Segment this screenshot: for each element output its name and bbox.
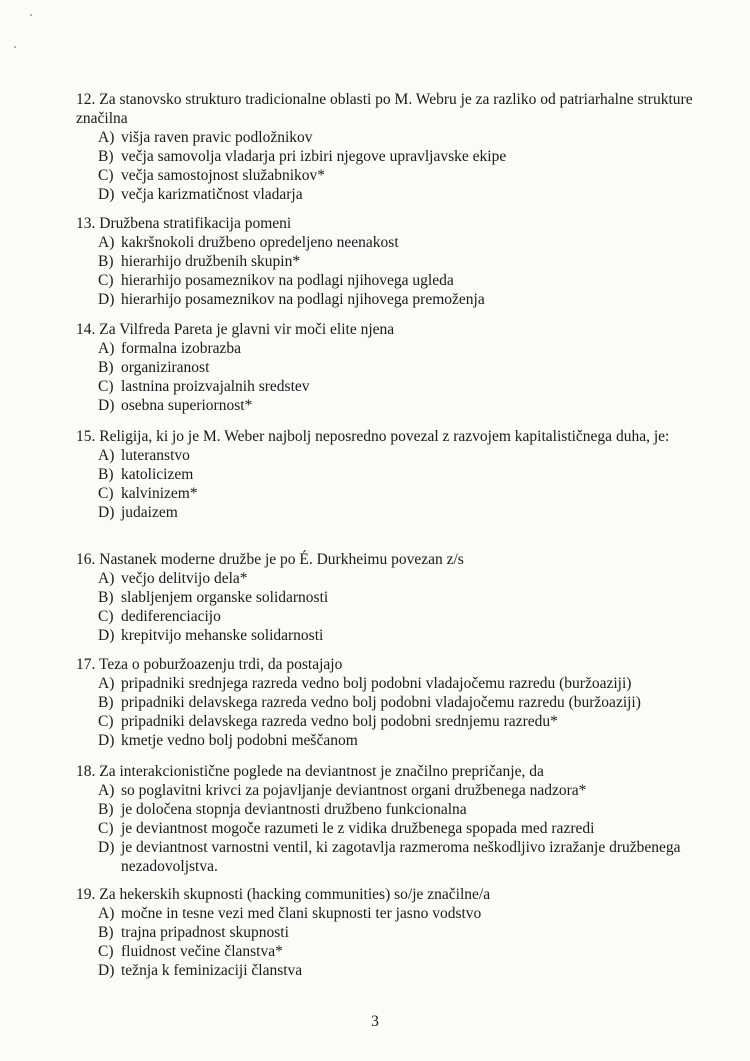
option-a (76, 339, 716, 358)
option-b (76, 252, 716, 271)
option-a (76, 674, 716, 693)
option-letter: A) (98, 905, 115, 922)
option-b (76, 800, 716, 819)
option-letter: A) (98, 570, 115, 587)
option-d (76, 838, 716, 876)
question-19 (76, 885, 716, 980)
question-17 (76, 655, 716, 750)
question-16 (76, 550, 716, 645)
option-c (76, 607, 716, 626)
option-letter: B) (98, 694, 114, 711)
option-text: slabljenjem organske solidarnosti (121, 589, 329, 606)
option-text: so poglavitni krivci za pojavljanje deviantnost organi družbenega nadzora* (121, 782, 587, 799)
option-letter: D) (98, 732, 115, 749)
option-b (76, 358, 716, 377)
answer-options (76, 233, 716, 309)
option-c (76, 377, 716, 396)
answer-options (76, 674, 716, 750)
option-text: judaizem (121, 504, 178, 521)
question-stem: 13. Družbena stratifikacija pomeni (76, 215, 292, 232)
page-number: 3 (371, 1013, 379, 1030)
question-stem: 17. Teza o poburžoazenju trdi, da postajajo (76, 656, 343, 673)
option-text: lastnina proizvajalnih sredstev (121, 378, 310, 395)
option-letter: D) (98, 397, 115, 414)
option-letter: B) (98, 924, 114, 941)
option-letter: A) (98, 675, 115, 692)
option-letter: A) (98, 129, 115, 146)
answer-options (76, 128, 716, 204)
option-text: trajna pripadnost skupnosti (121, 924, 289, 941)
option-c (76, 712, 716, 731)
option-text: močne in tesne vezi med člani skupnosti ter jasno vodstvo (121, 905, 482, 922)
option-letter: C) (98, 485, 114, 502)
option-letter: A) (98, 782, 115, 799)
question-stem: 12. Za stanovsko strukturo tradicionalne oblasti po M. Webru je za razliko od patriarhalne strukture značilna (76, 91, 693, 127)
option-text: organiziranost (121, 359, 210, 376)
answer-options (76, 781, 716, 876)
option-a (76, 446, 716, 465)
question-13 (76, 214, 716, 309)
option-letter: D) (98, 291, 115, 308)
option-letter: C) (98, 378, 114, 395)
option-text: luteranstvo (121, 447, 190, 464)
option-letter: B) (98, 466, 114, 483)
option-letter: D) (98, 186, 115, 203)
option-b (76, 923, 716, 942)
option-letter: C) (98, 608, 114, 625)
option-text: težnja k feminizaciji članstva (121, 962, 303, 979)
answer-options (76, 904, 716, 980)
option-b (76, 147, 716, 166)
option-letter: C) (98, 272, 114, 289)
question-stem: 19. Za hekerskih skupnosti (hacking communities) so/je značilne/a (76, 886, 491, 903)
option-text: je določena stopnja deviantnosti družbeno funkcionalna (121, 801, 467, 818)
option-letter: C) (98, 167, 114, 184)
option-d (76, 185, 716, 204)
option-text: večja samostojnost služabnikov* (121, 167, 326, 184)
option-letter: C) (98, 820, 114, 837)
option-letter: A) (98, 340, 115, 357)
option-text: kalvinizem* (121, 485, 198, 502)
option-d (76, 290, 716, 309)
option-text: krepitvijo mehanske solidarnosti (121, 627, 324, 644)
option-letter: C) (98, 943, 114, 960)
option-letter: B) (98, 801, 114, 818)
option-text: dediferenciacijo (121, 608, 221, 625)
option-letter: D) (98, 627, 115, 644)
option-text: pripadniki delavskega razreda vedno bolj podobni srednjemu razredu* (121, 713, 558, 730)
option-text: formalna izobrazba (121, 340, 242, 357)
option-letter: C) (98, 713, 114, 730)
option-a (76, 128, 716, 147)
option-text: večja samovolja vladarja pri izbiri njegove upravljavske ekipe (121, 148, 507, 165)
option-text: hierarhijo družbenih skupin* (121, 253, 301, 270)
option-d (76, 961, 716, 980)
option-letter: D) (98, 962, 115, 979)
option-d (76, 503, 716, 522)
answer-options (76, 446, 716, 522)
option-text: večjo delitvijo dela* (121, 570, 248, 587)
option-b (76, 588, 716, 607)
option-d (76, 626, 716, 645)
option-c (76, 819, 716, 838)
scan-speck (30, 14, 32, 16)
option-letter: B) (98, 359, 114, 376)
option-text: pripadniki delavskega razreda vedno bolj podobni vladajočemu razredu (buržoaziji) (121, 694, 641, 711)
option-text: katolicizem (121, 466, 194, 483)
question-12 (76, 90, 716, 204)
option-text: kakršnokoli družbeno opredeljeno neenakost (121, 234, 399, 251)
option-d (76, 396, 716, 415)
question-stem: 14. Za Vilfreda Pareta je glavni vir moči elite njena (76, 321, 395, 338)
option-letter: D) (98, 504, 115, 521)
option-b (76, 693, 716, 712)
option-c (76, 166, 716, 185)
option-text: hierarhijo posameznikov na podlagi njihovega premoženja (121, 291, 485, 308)
option-text: je deviantnost varnostni ventil, ki zagotavlja razmeroma neškodljivo izražanje družbenega nezadovoljstva. (121, 839, 681, 875)
answer-options (76, 339, 716, 415)
option-text: višja raven pravic podložnikov (121, 129, 313, 146)
option-a (76, 233, 716, 252)
option-text: osebna superiornost* (121, 397, 253, 414)
question-stem: 15. Religija, ki jo je M. Weber najbolj neposredno povezal z razvojem kapitalističnega duha, je: (76, 428, 670, 445)
option-b (76, 465, 716, 484)
option-d (76, 731, 716, 750)
question-15 (76, 427, 716, 522)
option-text: večja karizmatičnost vladarja (121, 186, 303, 203)
option-c (76, 484, 716, 503)
option-a (76, 569, 716, 588)
option-c (76, 942, 716, 961)
option-letter: A) (98, 234, 115, 251)
option-letter: D) (98, 839, 115, 856)
scan-speck (14, 46, 16, 48)
option-a (76, 781, 716, 800)
option-text: hierarhijo posameznikov na podlagi njihovega ugleda (121, 272, 454, 289)
option-c (76, 271, 716, 290)
option-letter: B) (98, 148, 114, 165)
answer-options (76, 569, 716, 645)
option-text: fluidnost večine članstva* (121, 943, 283, 960)
option-text: kmetje vedno bolj podobni meščanom (121, 732, 358, 749)
question-14 (76, 320, 716, 415)
option-letter: B) (98, 253, 114, 270)
option-letter: B) (98, 589, 114, 606)
option-text: je deviantnost mogoče razumeti le z vidika družbenega spopada med razredi (121, 820, 595, 837)
question-stem: 18. Za interakcionistične poglede na deviantnost je značilno prepričanje, da (76, 763, 544, 780)
question-stem: 16. Nastanek moderne družbe je po É. Durkheimu povezan z/s (76, 551, 464, 568)
option-letter: A) (98, 447, 115, 464)
question-18 (76, 762, 716, 876)
option-text: pripadniki srednjega razreda vedno bolj podobni vladajočemu razredu (buržoaziji) (121, 675, 632, 692)
option-a (76, 904, 716, 923)
